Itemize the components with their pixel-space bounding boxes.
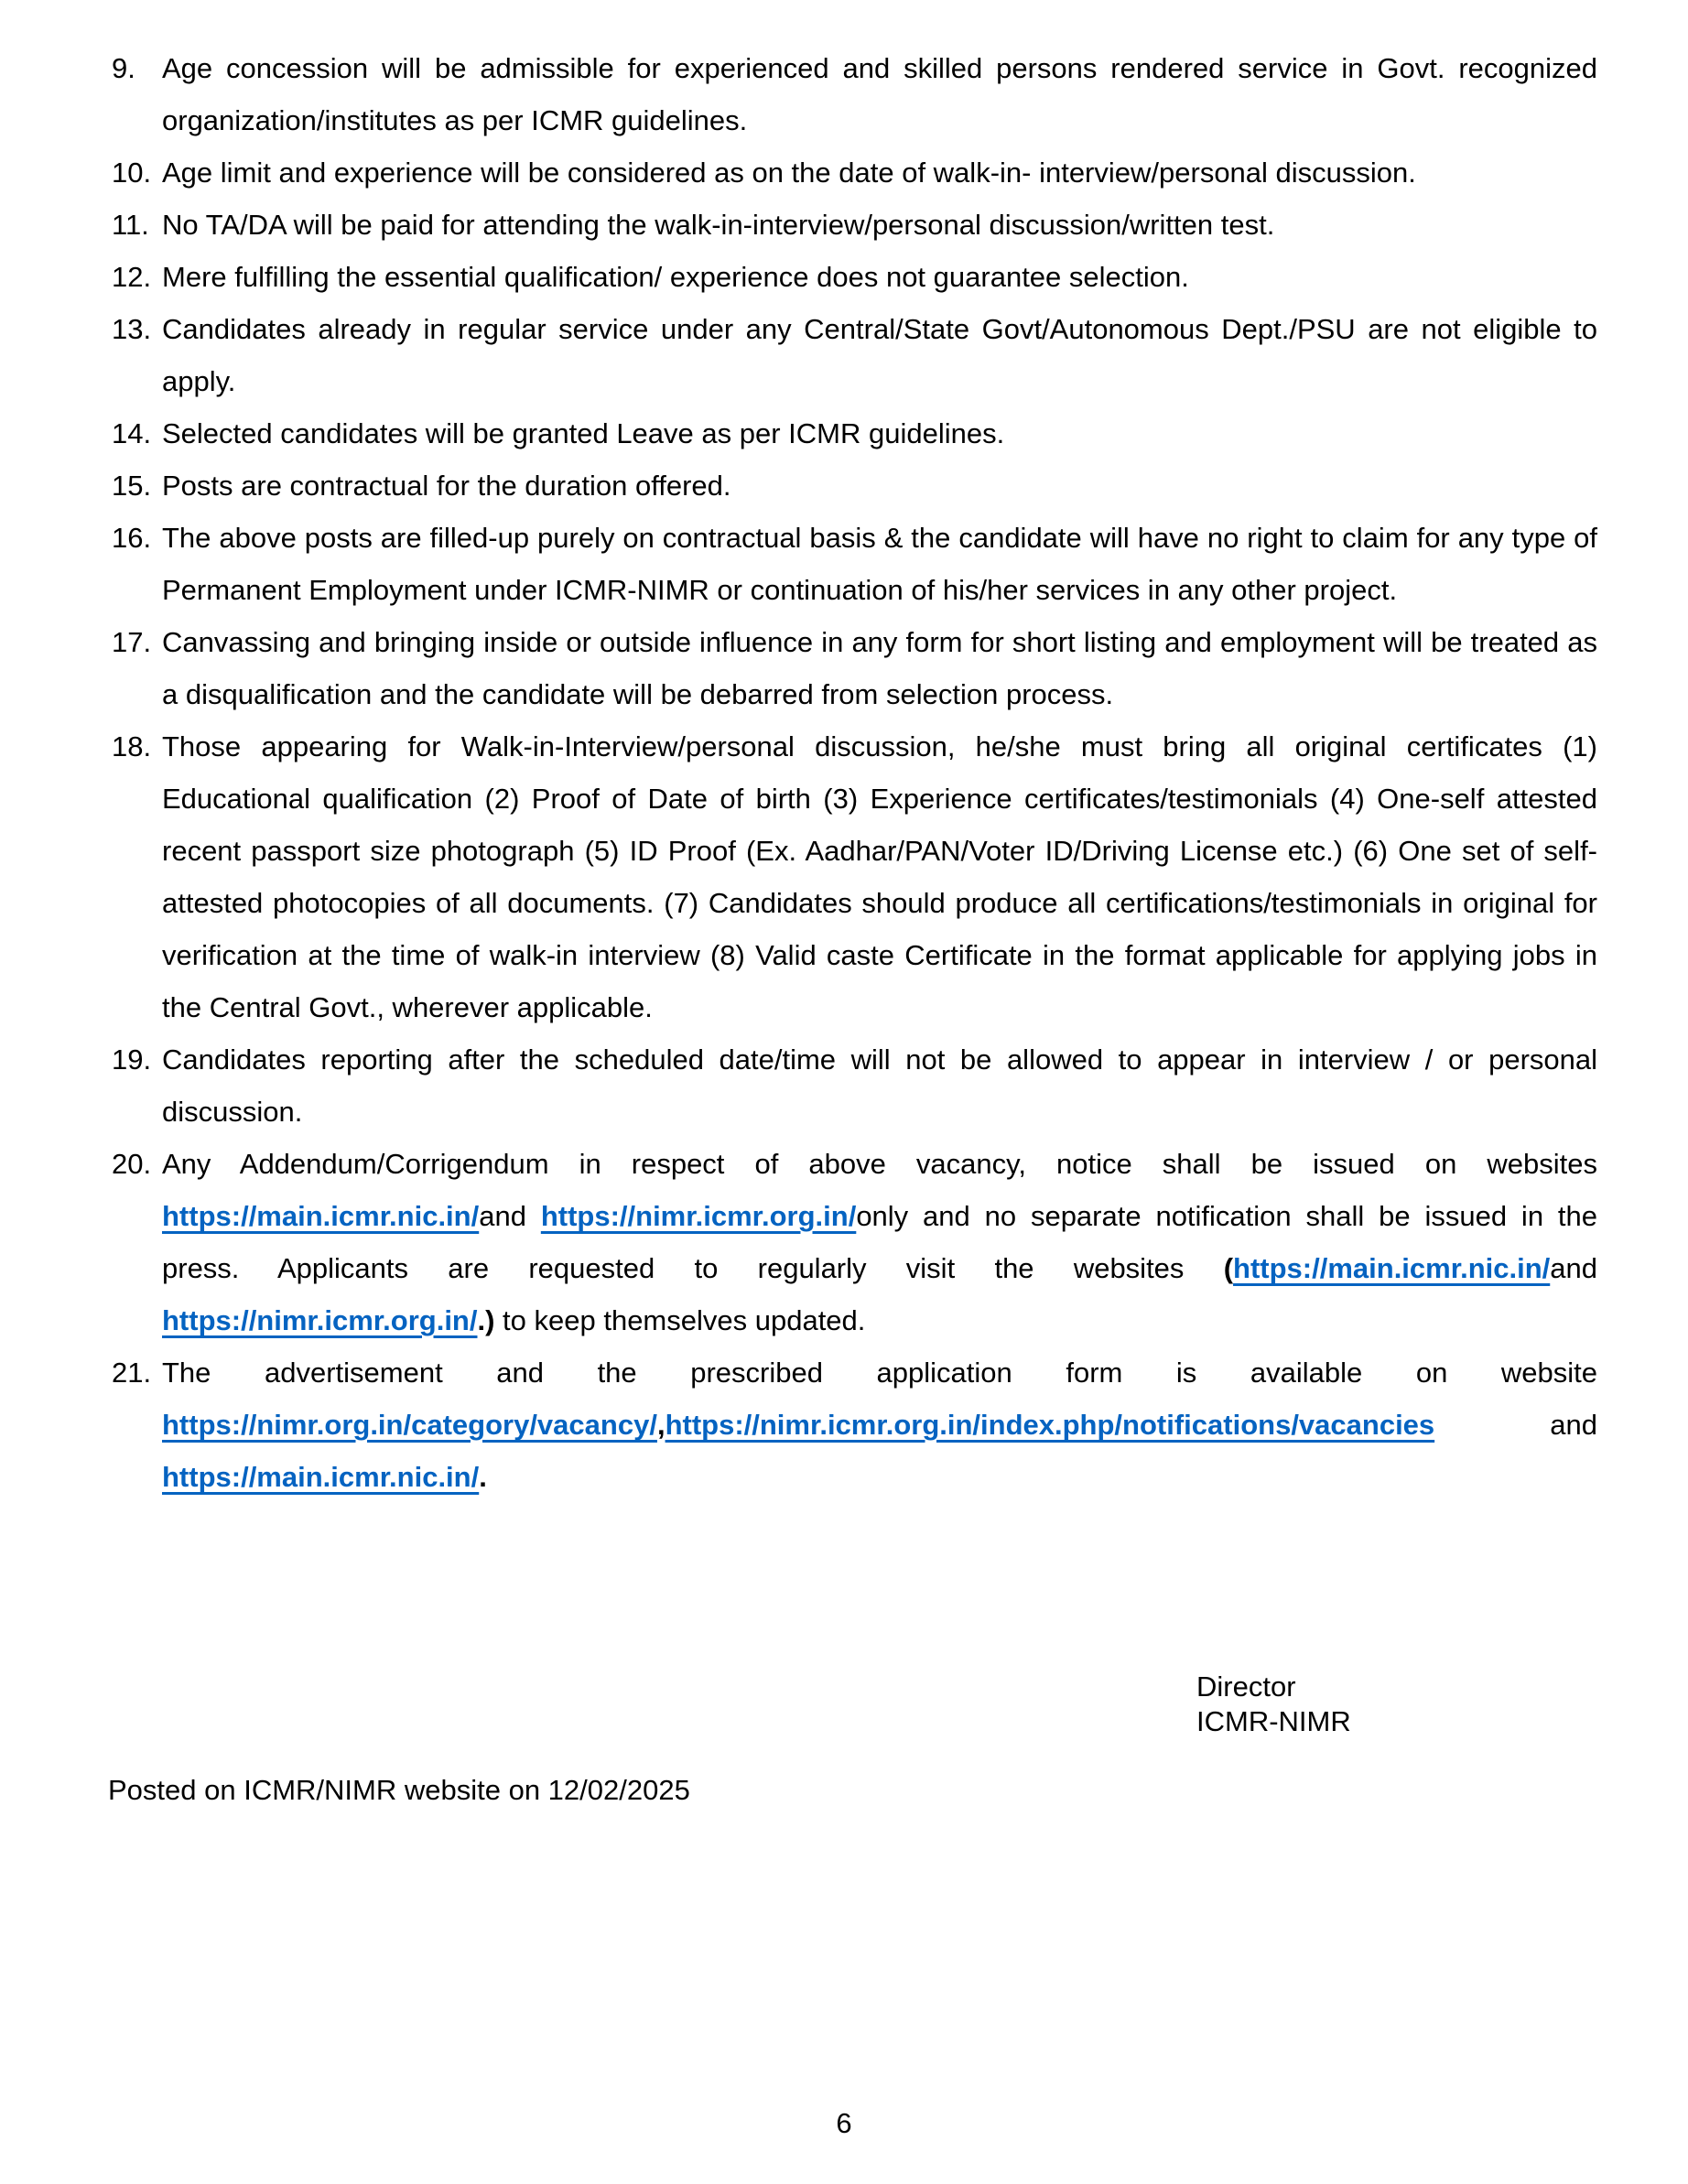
list-item [112,1346,1597,1503]
body-text: No TA/DA will be paid for attending the walk-in-interview/personal discussion/written test. [162,209,1275,241]
list-item-text [162,261,1189,293]
body-text: and [1550,1252,1597,1284]
list-item [112,1138,1597,1346]
list-item [112,199,1597,251]
list-item-number: 21. [112,1357,152,1389]
list-item-number: 18. [112,730,152,762]
hyperlink[interactable]: https://nimr.icmr.org.in/ [162,1304,478,1336]
list-item [112,1033,1597,1138]
list-item-text [162,522,1597,606]
body-text: only and no separate notification shall be issued in the press. Applicants are requested to regularly visit the websites [162,1200,1598,1284]
list-item [112,42,1597,146]
list-item-text [162,1357,1597,1493]
list-item-text [162,417,1004,449]
list-item-text [162,1148,1597,1336]
signature-block [1196,1670,1351,1739]
hyperlink[interactable]: https://main.icmr.nic.in/ [1233,1252,1551,1284]
body-text: Canvassing and bringing inside or outside influence in any form for short listing and employment will be treated as a disqualification and the candidate will be debarred from selection process. [162,626,1597,710]
body-text: to keep themselves updated. [494,1304,866,1336]
list-item [112,720,1597,1033]
list-item [112,146,1597,199]
bold-text: ( [1223,1252,1234,1284]
page-number: 6 [836,2107,852,2139]
list-item-number: 15. [112,470,152,502]
list-item [112,407,1597,460]
list-item-number: 12. [112,261,152,293]
hyperlink[interactable]: https://nimr.icmr.org.in/ [540,1200,857,1232]
body-text: Age concession will be admissible for experienced and skilled persons rendered service in Govt. recognized organization/institutes as per ICMR guidelines. [162,52,1597,136]
bold-text: .) [477,1304,495,1336]
body-text: Selected candidates will be granted Leave as per ICMR guidelines. [162,417,1005,449]
list-item-text [162,730,1597,1023]
terms-list [112,42,1597,1503]
list-item [112,251,1597,303]
hyperlink[interactable]: https://nimr.org.in/category/vacancy/ [162,1409,657,1441]
list-item-text [162,1043,1597,1128]
body-text: The advertisement and the prescribed application form is available on website [162,1357,1597,1389]
body-text: Any Addendum/Corrigendum in respect of above vacancy, notice shall be issued on websites [162,1148,1597,1180]
list-item-number: 19. [112,1043,152,1076]
list-item [112,460,1597,512]
list-item-text [162,470,731,502]
list-item-number: 17. [112,626,152,658]
list-item-text [162,52,1597,136]
body-text: Age limit and experience will be considered as on the date of walk-in- interview/personal discussion. [162,157,1416,189]
list-item-number: 10. [112,157,152,189]
list-item [112,303,1597,407]
bold-text: , [656,1409,665,1441]
list-item-text [162,626,1597,710]
list-item-number: 20. [112,1148,152,1180]
list-item-number: 9. [112,52,135,84]
list-item-number: 11. [112,209,149,241]
list-item-number: 14. [112,417,152,449]
body-text: The above posts are filled-up purely on contractual basis & the candidate will have no right to claim for any type of Permanent Employment under ICMR-NIMR or continuation of his/her services in any other project. [162,522,1597,606]
list-item-number: 16. [112,522,152,554]
body-text: and [479,1200,541,1232]
body-text: Candidates reporting after the scheduled date/time will not be allowed to appear in interview / or personal discussion. [162,1043,1597,1128]
hyperlink[interactable]: https://nimr.icmr.org.in/index.php/notifications/vacancies [665,1409,1435,1441]
body-text: Candidates already in regular service under any Central/State Govt/Autonomous Dept./PSU are not eligible to apply. [162,313,1597,397]
posted-note: Posted on ICMR/NIMR website on 12/02/2025 [108,1774,690,1806]
hyperlink[interactable]: https://main.icmr.nic.in/ [162,1461,480,1493]
list-item [112,512,1597,616]
list-item-number: 13. [112,313,152,345]
signature-title: Director [1196,1670,1296,1703]
body-text: Those appearing for Walk-in-Interview/personal discussion, he/she must bring all original certificates (1) Educational qualification (2) Proof of Date of birth (3) Experience certificates/testimonials (4) One-self attested recent passport size photograph (5) ID Proof (Ex. Aadhar/PAN/Voter ID/Driving License etc.) (6) One set of self-attested photocopies of all documents. (7) Candidates should produce all certifications/testimonials in original for verification at the time of walk-in interview (8) Valid caste Certificate in the format applicable for applying jobs in the Central Govt., wherever applicable. [162,730,1597,1023]
list-item-text [162,157,1416,189]
bold-text: . [479,1461,487,1493]
body-text: Posts are contractual for the duration offered. [162,470,731,502]
body-text: Mere fulfilling the essential qualification/ experience does not guarantee selection. [162,261,1189,293]
body-text: and [1434,1409,1597,1441]
hyperlink[interactable]: https://main.icmr.nic.in/ [162,1200,480,1232]
list-item [112,616,1597,720]
list-item-text [162,209,1274,241]
signature-org: ICMR-NIMR [1196,1705,1351,1737]
list-item-text [162,313,1597,397]
